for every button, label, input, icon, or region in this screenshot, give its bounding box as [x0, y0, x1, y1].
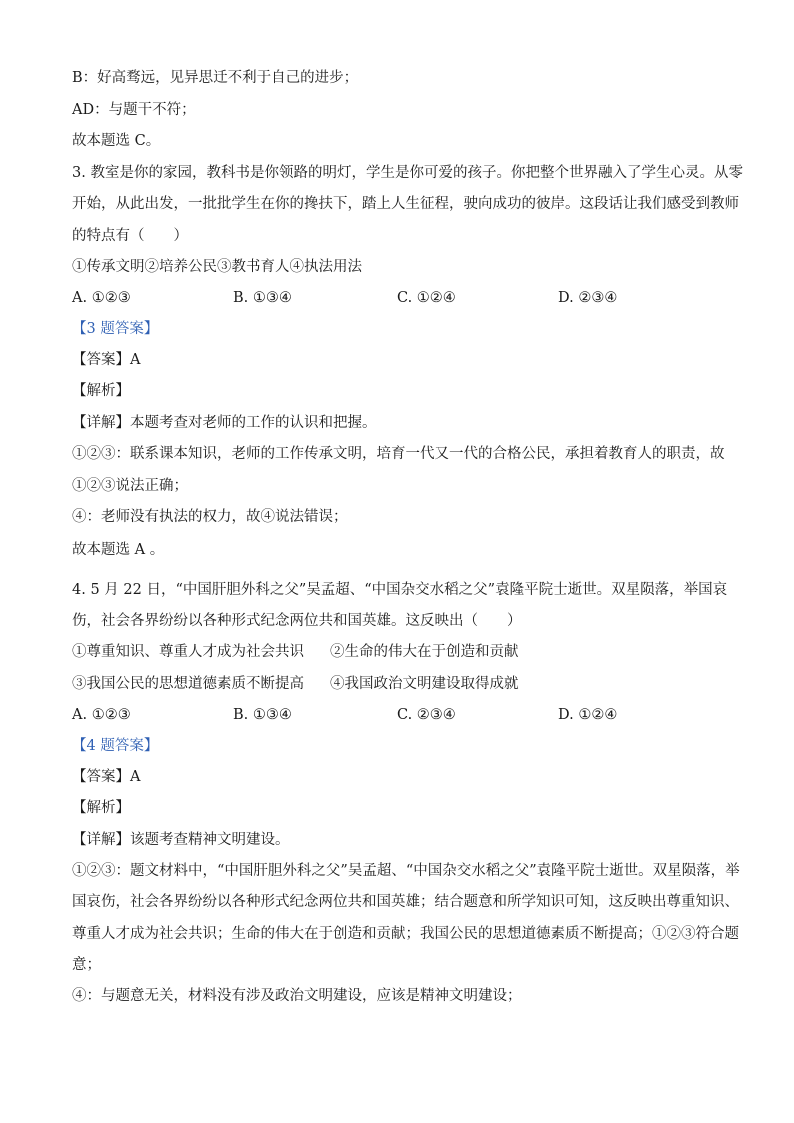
q4-answer: 【答案】A [72, 769, 141, 785]
q3-explanation-line-1: ①②③：联系课本知识，老师的工作传承文明，培育一代又一代的合格公民，承担着教育人的职责，故 [72, 446, 725, 462]
q3-stem-line-3: 的特点有（ ） [72, 228, 188, 244]
q4-analysis-header: 【解析】 [72, 800, 130, 816]
q3-stem-line-1: 3. 教室是你的家园，教科书是你领路的明灯，学生是你可爱的孩子。你把整个世界融入了学生心灵。从零 [72, 165, 743, 181]
q3-detail: 【详解】本题考查对老师的工作的认识和把握。 [72, 415, 377, 431]
q2-line-b: B：好高骛远，见异思迁不利于自己的进步； [72, 70, 359, 86]
q3-analysis-header: 【解析】 [72, 383, 130, 399]
q4-statement-4: ④我国政治文明建设取得成就 [330, 676, 519, 692]
q4-statement-2: ②生命的伟大在于创造和贡献 [330, 644, 519, 660]
q4-explanation-line-3: 尊重人才成为社会共识；生命的伟大在于创造和贡献；我国公民的思想道德素质不断提高；①②③符合题 [72, 926, 739, 942]
q4-option-a: A. ①②③ [72, 707, 131, 723]
q4-answer-header: 【4 题答案】 [72, 738, 159, 754]
q4-stem-line-2: 伤，社会各界纷纷以各种形式纪念两位共和国英雄。这反映出（ ） [72, 613, 522, 629]
q3-option-a: A. ①②③ [72, 290, 131, 306]
q4-statement-3: ③我国公民的思想道德素质不断提高 [72, 676, 304, 692]
q3-explanation-line-2: ①②③说法正确； [72, 478, 188, 494]
q3-option-b: B. ①③④ [233, 290, 292, 306]
q4-stem-line-1: 4. 5 月 22 日，“中国肝胆外科之父”吴孟超、“中国杂交水稻之父”袁隆平院士逝世。双星陨落，举国哀 [72, 582, 728, 598]
q3-answer: 【答案】A [72, 352, 141, 368]
q4-explanation-line-4: 意； [72, 957, 101, 973]
q4-explanation-line-1: ①②③：题文材料中，“中国肝胆外科之父”吴孟超、“中国杂交水稻之父”袁隆平院士逝世。双星陨落，举 [72, 863, 740, 879]
q3-option-d: D. ②③④ [558, 290, 618, 306]
q3-explanation-line-3: ④：老师没有执法的权力，故④说法错误； [72, 509, 348, 525]
q4-option-d: D. ①②④ [558, 707, 618, 723]
q3-answer-header: 【3 题答案】 [72, 321, 159, 337]
q4-statement-1: ①尊重知识、尊重人才成为社会共识 [72, 644, 304, 660]
q4-detail: 【详解】该题考查精神文明建设。 [72, 832, 290, 848]
q4-explanation-line-5: ④：与题意无关，材料没有涉及政治文明建设，应该是精神文明建设； [72, 988, 522, 1004]
q4-option-b: B. ①③④ [233, 707, 292, 723]
q4-option-c: C. ②③④ [397, 707, 456, 723]
q3-statements: ①传承文明②培养公民③教书育人④执法用法 [72, 259, 362, 275]
q2-conclusion: 故本题选 C。 [72, 133, 161, 149]
q2-line-ad: AD：与题干不符； [72, 102, 196, 118]
q4-explanation-line-2: 国哀伤，社会各界纷纷以各种形式纪念两位共和国英雄；结合题意和所学知识可知，这反映出尊重知识、 [72, 894, 739, 910]
q3-stem-line-2: 开始，从此出发，一批批学生在你的搀扶下，踏上人生征程，驶向成功的彼岸。这段话让我们感受到教师 [72, 196, 739, 212]
q3-option-c: C. ①②④ [397, 290, 456, 306]
q3-conclusion: 故本题选 A 。 [72, 542, 165, 558]
